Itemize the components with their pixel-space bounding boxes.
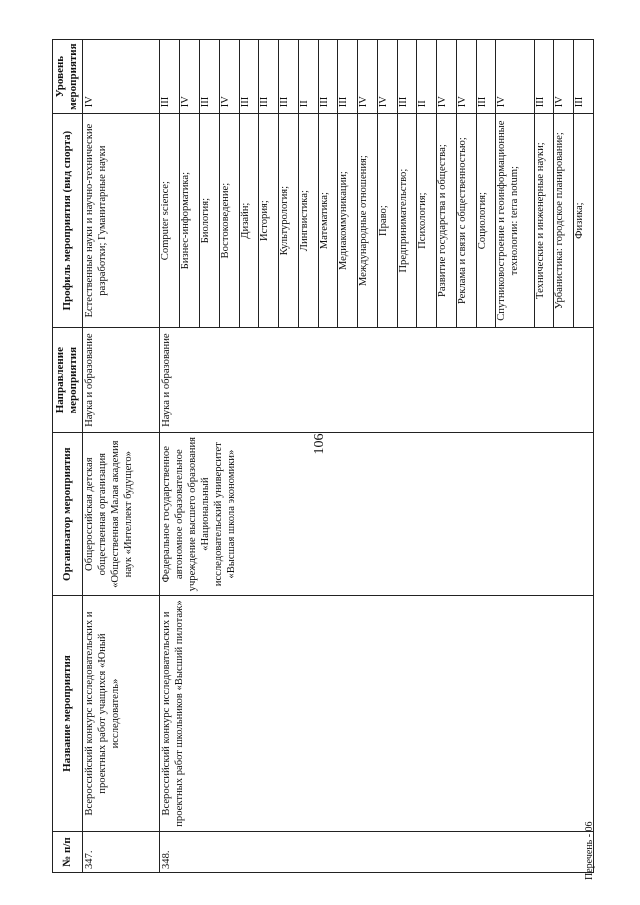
header-profile: Профиль мероприятия (вид спорта): [53, 114, 83, 328]
cell-level: IV: [82, 40, 160, 114]
page-footer: Перечень - 06: [584, 821, 595, 880]
cell-profile: Математика;: [318, 114, 338, 328]
header-name: Название мероприятия: [53, 596, 83, 832]
cell-profile: Естественные науки и научно-технические разработки; Гуманитарные науки: [82, 114, 160, 328]
cell-level: IV: [437, 40, 457, 114]
cell-profile: Востоковедение;: [219, 114, 239, 328]
events-table: [52, 39, 594, 873]
cell-level: III: [534, 40, 554, 114]
cell-name: Всероссийский конкурс исследовательских и проектных работ учащихся «Юный исследователь»: [82, 596, 160, 832]
header-num: № п/п: [53, 832, 83, 873]
header-direction: Направление мероприятия: [53, 328, 83, 433]
cell-num: 348.: [160, 832, 594, 873]
cell-profile: Психология;: [417, 114, 437, 328]
cell-level: II: [298, 40, 318, 114]
cell-profile: Лингвистика;: [298, 114, 318, 328]
cell-profile: Международные отношения;: [358, 114, 378, 328]
cell-profile: Спутниковостроение и геоинформационные технологии: terra notum;: [496, 114, 534, 328]
cell-level: IV: [219, 40, 239, 114]
cell-level: II: [417, 40, 437, 114]
document-table-container: [52, 39, 594, 873]
cell-level: IV: [554, 40, 574, 114]
cell-profile: Дизайн;: [239, 114, 259, 328]
table-row: [160, 40, 180, 873]
cell-organizer: Федеральное государственное автономное образовательное учреждение высшего образования «Национальный исследовательский университет «Высшая школа экономики»: [160, 433, 594, 596]
cell-level: IV: [180, 40, 200, 114]
cell-profile: Социология;: [476, 114, 496, 328]
cell-profile: Медиакоммуникации;: [338, 114, 358, 328]
cell-level: III: [318, 40, 338, 114]
table-header-row: [53, 40, 83, 873]
header-organizer: Организатор мероприятия: [53, 433, 83, 596]
cell-level: III: [574, 40, 594, 114]
table-row: [82, 40, 160, 873]
cell-level: III: [200, 40, 220, 114]
cell-profile: Урбанистика: городское планирование;: [554, 114, 574, 328]
header-level: Уровень мероприятия: [53, 40, 83, 114]
cell-level: III: [160, 40, 180, 114]
cell-profile: Технические и инженерные науки;: [534, 114, 554, 328]
cell-level: III: [338, 40, 358, 114]
cell-num: 347.: [82, 832, 160, 873]
cell-organizer: Общероссийская детская общественная организация «Общественная Малая академия наук «Интеллект будущего»: [82, 433, 160, 596]
cell-direction: Наука и образование: [160, 328, 594, 433]
cell-profile: Биология;: [200, 114, 220, 328]
cell-profile: Физика;: [574, 114, 594, 328]
page-number: 106: [312, 433, 327, 455]
table-body: [82, 40, 593, 873]
cell-level: IV: [377, 40, 397, 114]
cell-level: III: [279, 40, 299, 114]
cell-profile: Бизнес-информатика;: [180, 114, 200, 328]
cell-direction: Наука и образование: [82, 328, 160, 433]
cell-profile: Предпринимательство;: [397, 114, 417, 328]
cell-profile: Право;: [377, 114, 397, 328]
cell-profile: Computer science;: [160, 114, 180, 328]
cell-level: III: [397, 40, 417, 114]
cell-profile: Реклама и связи с общественностью;: [456, 114, 476, 328]
cell-level: IV: [358, 40, 378, 114]
cell-profile: Развитие государства и общества;: [437, 114, 457, 328]
cell-level: III: [476, 40, 496, 114]
cell-profile: Культурология;: [279, 114, 299, 328]
cell-level: III: [239, 40, 259, 114]
cell-level: III: [259, 40, 279, 114]
cell-level: IV: [456, 40, 476, 114]
cell-profile: История;: [259, 114, 279, 328]
cell-level: IV: [496, 40, 534, 114]
cell-name: Всероссийский конкурс исследовательских и проектных работ школьников «Высший пилотаж»: [160, 596, 594, 832]
